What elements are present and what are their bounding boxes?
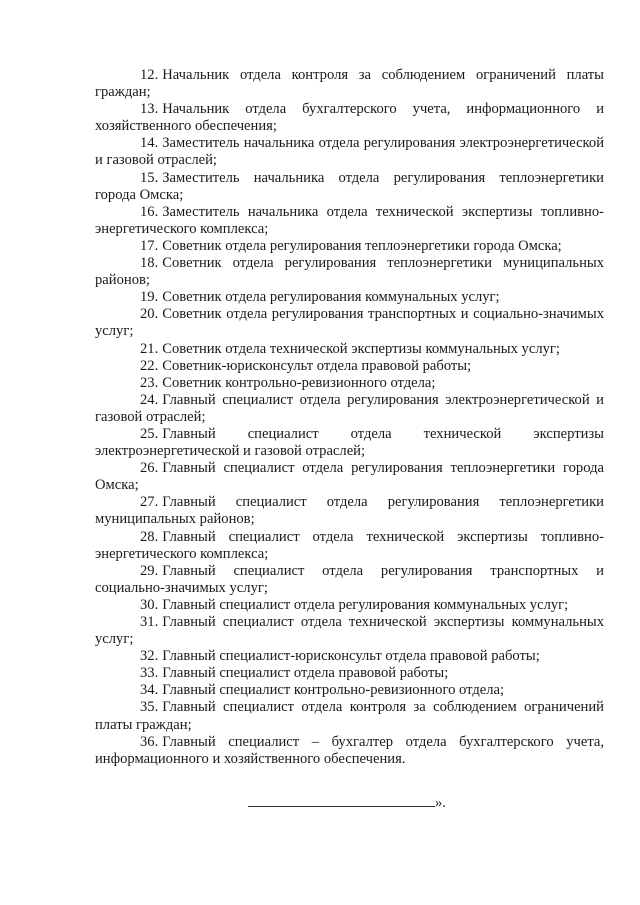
item-number: 27. <box>140 494 159 511</box>
item-text: Главный специалист отдела правовой работы; <box>162 665 449 682</box>
item-text: Главный специалист отдела регулирования теплоэнергетики муниципальных районов; <box>95 494 604 528</box>
item-number: 24. <box>140 391 159 408</box>
list-item <box>95 170 604 204</box>
list-item <box>95 135 604 169</box>
item-number: 26. <box>140 460 159 477</box>
item-text: Главный специалист-юрисконсульт отдела правовой работы; <box>162 648 540 665</box>
item-text: Главный специалист отдела контроля за соблюдением ограничений платы граждан; <box>95 699 604 733</box>
list-item <box>95 255 604 289</box>
underline-rule <box>248 793 435 807</box>
list-item <box>95 614 604 648</box>
list-item <box>95 460 604 494</box>
item-text: Главный специалист отдела регулирования транспортных и социально-значимых услуг; <box>95 562 604 596</box>
list-item <box>95 392 604 426</box>
item-number: 31. <box>140 614 159 630</box>
closing-quote-mark: ». <box>435 795 446 811</box>
item-text: Главный специалист отдела регулирования коммунальных услуг; <box>162 596 569 613</box>
position-list <box>95 67 604 768</box>
item-number: 36. <box>140 733 159 750</box>
list-item <box>95 67 604 101</box>
item-text: Заместитель начальника отдела технической экспертизы топливно-энергетического комплекса; <box>95 203 604 237</box>
item-number: 17. <box>140 237 159 254</box>
list-item <box>95 648 604 665</box>
item-number: 22. <box>140 357 159 374</box>
list-item <box>95 358 604 375</box>
list-item <box>95 563 604 597</box>
item-text: Советник отдела регулирования теплоэнергетики муниципальных районов; <box>95 255 604 289</box>
item-text: Советник отдела регулирования теплоэнергетики города Омска; <box>162 237 562 254</box>
item-text: Советник отдела технической экспертизы коммунальных услуг; <box>162 340 560 357</box>
item-text: Главный специалист отдела регулирования теплоэнергетики города Омска; <box>95 460 604 494</box>
item-number: 34. <box>140 682 159 699</box>
item-text: Заместитель начальника отдела регулирования теплоэнергетики города Омска; <box>95 169 604 203</box>
list-item <box>95 306 604 340</box>
list-item <box>95 494 604 528</box>
list-item <box>95 529 604 563</box>
item-text: Советник отдела регулирования транспортных и социально-значимых услуг; <box>95 306 604 340</box>
list-item <box>95 238 604 255</box>
item-number: 29. <box>140 562 159 579</box>
item-text: Начальник отдела контроля за соблюдением ограничений платы граждан; <box>95 67 604 101</box>
item-text: Заместитель начальника отдела регулирования электроэнергетической и газовой отраслей; <box>95 135 604 169</box>
item-number: 28. <box>140 528 159 545</box>
item-number: 19. <box>140 289 159 306</box>
item-text: Главный специалист – бухгалтер отдела бухгалтерского учета, информационного и хозяйственного обеспечения. <box>95 733 604 767</box>
item-number: 13. <box>140 101 159 118</box>
item-number: 25. <box>140 425 159 442</box>
item-number: 14. <box>140 135 159 152</box>
list-item <box>95 699 604 733</box>
item-number: 21. <box>140 340 159 357</box>
item-number: 30. <box>140 596 159 613</box>
item-number: 16. <box>140 203 159 220</box>
item-text: Советник контрольно-ревизионного отдела; <box>162 374 436 391</box>
item-number: 20. <box>140 306 159 323</box>
item-text: Главный специалист отдела технической экспертизы коммунальных услуг; <box>95 614 604 648</box>
item-number: 18. <box>140 255 159 272</box>
item-number: 33. <box>140 665 159 682</box>
item-number: 23. <box>140 374 159 391</box>
list-item <box>95 289 604 306</box>
list-item <box>95 204 604 238</box>
item-text: Советник отдела регулирования коммунальных услуг; <box>162 289 500 306</box>
item-text: Главный специалист отдела технической экспертизы топливно-энергетического комплекса; <box>95 528 604 562</box>
list-item <box>95 597 604 614</box>
list-item <box>95 101 604 135</box>
item-number: 35. <box>140 699 159 716</box>
item-text: Начальник отдела бухгалтерского учета, информационного и хозяйственного обеспечения; <box>95 101 604 135</box>
list-item <box>95 426 604 460</box>
list-item <box>95 341 604 358</box>
item-text: Главный специалист отдела технической экспертизы электроэнергетической и газовой отраслей; <box>95 425 604 460</box>
item-text: Советник-юрисконсульт отдела правовой работы; <box>162 357 472 374</box>
item-text: Главный специалист отдела регулирования электроэнергетической и газовой отраслей; <box>95 391 604 425</box>
list-item <box>95 375 604 392</box>
list-item <box>95 734 604 768</box>
item-number: 12. <box>140 67 159 83</box>
list-item <box>95 682 604 699</box>
list-item <box>95 665 604 682</box>
item-number: 32. <box>140 648 159 665</box>
item-number: 15. <box>140 169 159 186</box>
closing-line <box>248 793 446 812</box>
item-text: Главный специалист контрольно-ревизионного отдела; <box>162 682 505 699</box>
